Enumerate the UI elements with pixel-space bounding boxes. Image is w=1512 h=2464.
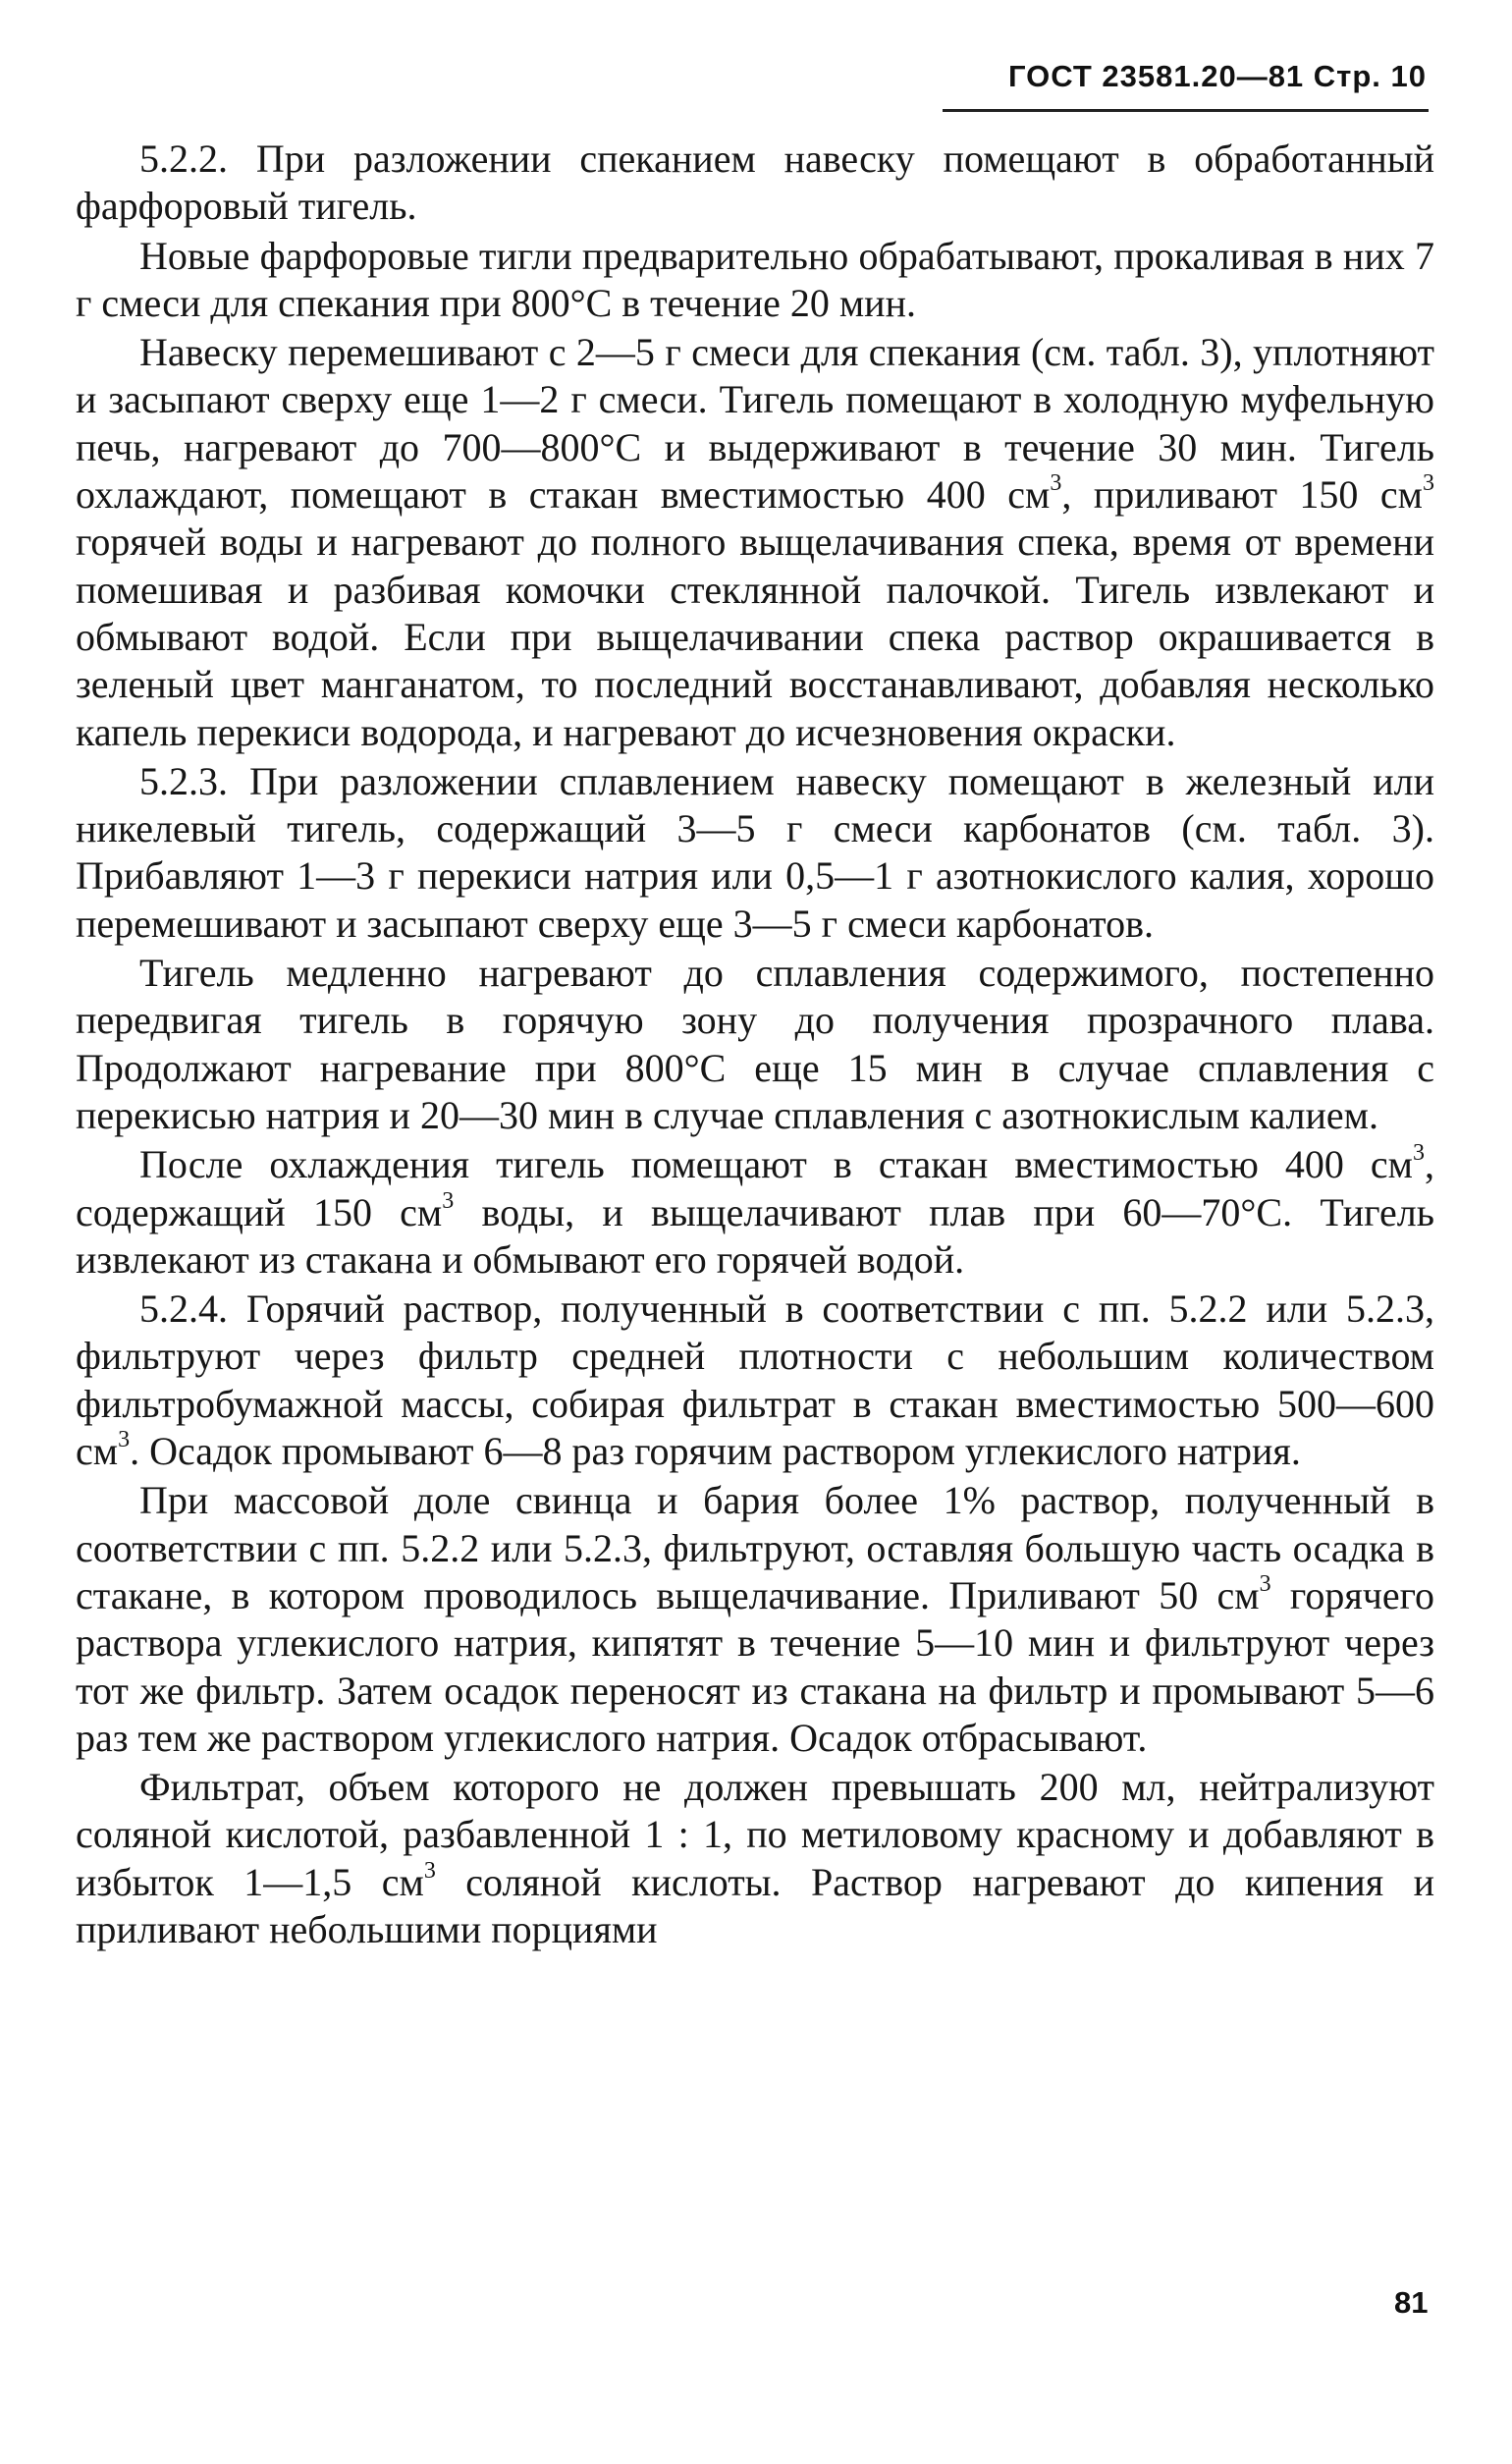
text-segment: горячего раствора углекислого натрия, кипятят в течение 5—10 мин и фильтруют через тот же фильтр. Затем осадок переносят из стакана на фильтр и промывают 5—6 раз тем же раствором углекислого натрия. Осадок отбрасывают. [76,1572,1434,1760]
superscript: 3 [1259,1570,1271,1597]
paragraph-new-crucibles [76,233,1434,328]
paragraph-5-2-2 [76,136,1434,231]
page-number: 81 [1394,2285,1429,2320]
text-segment: Новые фарфоровые тигли предварительно обрабатывают, прокаливая в них 7 г смеси для спекания при 800°С в течение 20 мин. [76,233,1434,325]
superscript: 3 [1050,470,1062,497]
text-segment: После охлаждения тигель помещают в стакан вместимостью 400 см [139,1142,1413,1187]
superscript: 3 [1423,470,1434,497]
text-segment: При массовой доле свинца и бария более 1% раствор, полученный в соответствии с пп. 5.2.2 или 5.2.3, фильтруют, оставляя большую часть осадка в стакане, в котором проводилось выщелачивание. Приливают 50 см [76,1478,1434,1617]
text-segment: горячей воды и нагревают до полного выщелачивания спека, время от времени помешивая и разбивая комочки стеклянной палочкой. Тигель извлекают и обмывают водой. Если при выщелачивании спека раствор окрашивается в зеленый цвет манганатом, то последний восстанавливают, добавляя несколько капель перекиси водорода, и нагревают до исчезновения окраски. [76,520,1434,754]
text-segment: Навеску перемешивают с 2—5 г смеси для спекания (см. табл. 3), уплотняют и засыпают сверху еще 1—2 г смеси. Тигель помещают в холодную муфельную печь, нагревают до 700—800°С и выдерживают в течение 30 мин. Тигель охлаждают, помещают в стакан вместимостью 400 см [76,330,1434,518]
body-text [76,136,1434,1953]
superscript: 3 [423,1857,436,1884]
paragraph-lead-barium [76,1477,1434,1762]
paragraph-sintering [76,329,1434,756]
text-segment: воды, и выщелачивают плав при 60—70°С. Тигель извлекают из стакана и обмывают его горячей водой. [76,1189,1434,1282]
paragraph-5-2-4 [76,1286,1434,1475]
text-segment: соляной кислоты. Раствор нагревают до кипения и приливают небольшими порциями [76,1859,1434,1951]
paragraph-cooling [76,1141,1434,1284]
text-segment: 5.2.2. При разложении спеканием навеску помещают в обработанный фарфоровый тигель. [76,137,1434,229]
text-segment: , содержащий 150 см [76,1142,1434,1234]
paragraph-5-2-3 [76,758,1434,948]
text-segment: . Осадок промывают 6—8 раз горячим раствором углекислого натрия. [130,1429,1301,1474]
superscript: 3 [442,1187,455,1214]
text-segment: 5.2.3. При разложении сплавлением навеску помещают в железный или никелевый тигель, содержащий 3—5 г смеси карбонатов (см. табл. 3). Прибавляют 1—3 г перекиси натрия или 0,5—1 г азотнокислого калия, хорошо перемешивают и засыпают сверху еще 3—5 г смеси карбонатов. [76,758,1434,946]
superscript: 3 [1413,1140,1425,1167]
text-segment: Фильтрат, объем которого не должен превышать 200 мл, нейтрализуют соляной кислотой, разбавленной 1 : 1, по метиловому красному и добавляют в избыток 1—1,5 см [76,1765,1434,1904]
paragraph-filtrate [76,1764,1434,1953]
superscript: 3 [118,1427,131,1453]
text-segment: , приливают 150 см [1061,472,1423,518]
page-header: ГОСТ 23581.20—81 Стр. 10 [1007,59,1427,93]
text-segment: Тигель медленно нагревают до сплавления содержимого, постепенно передвигая тигель в горячую зону до получения прозрачного плава. Продолжают нагревание при 800°С еще 15 мин в случае сплавления с перекисью натрия и 20—30 мин в случае сплавления с азотнокислым калием. [76,951,1434,1137]
paragraph-fusion-heating [76,950,1434,1139]
text-segment: 5.2.4. Горячий раствор, полученный в соответствии с пп. 5.2.2 или 5.2.3, фильтруют через фильтр средней плотности с небольшим количеством фильтробумажной массы, собирая фильтрат в стакан вместимостью 500—600 см [76,1287,1434,1474]
header-rule [943,109,1429,112]
